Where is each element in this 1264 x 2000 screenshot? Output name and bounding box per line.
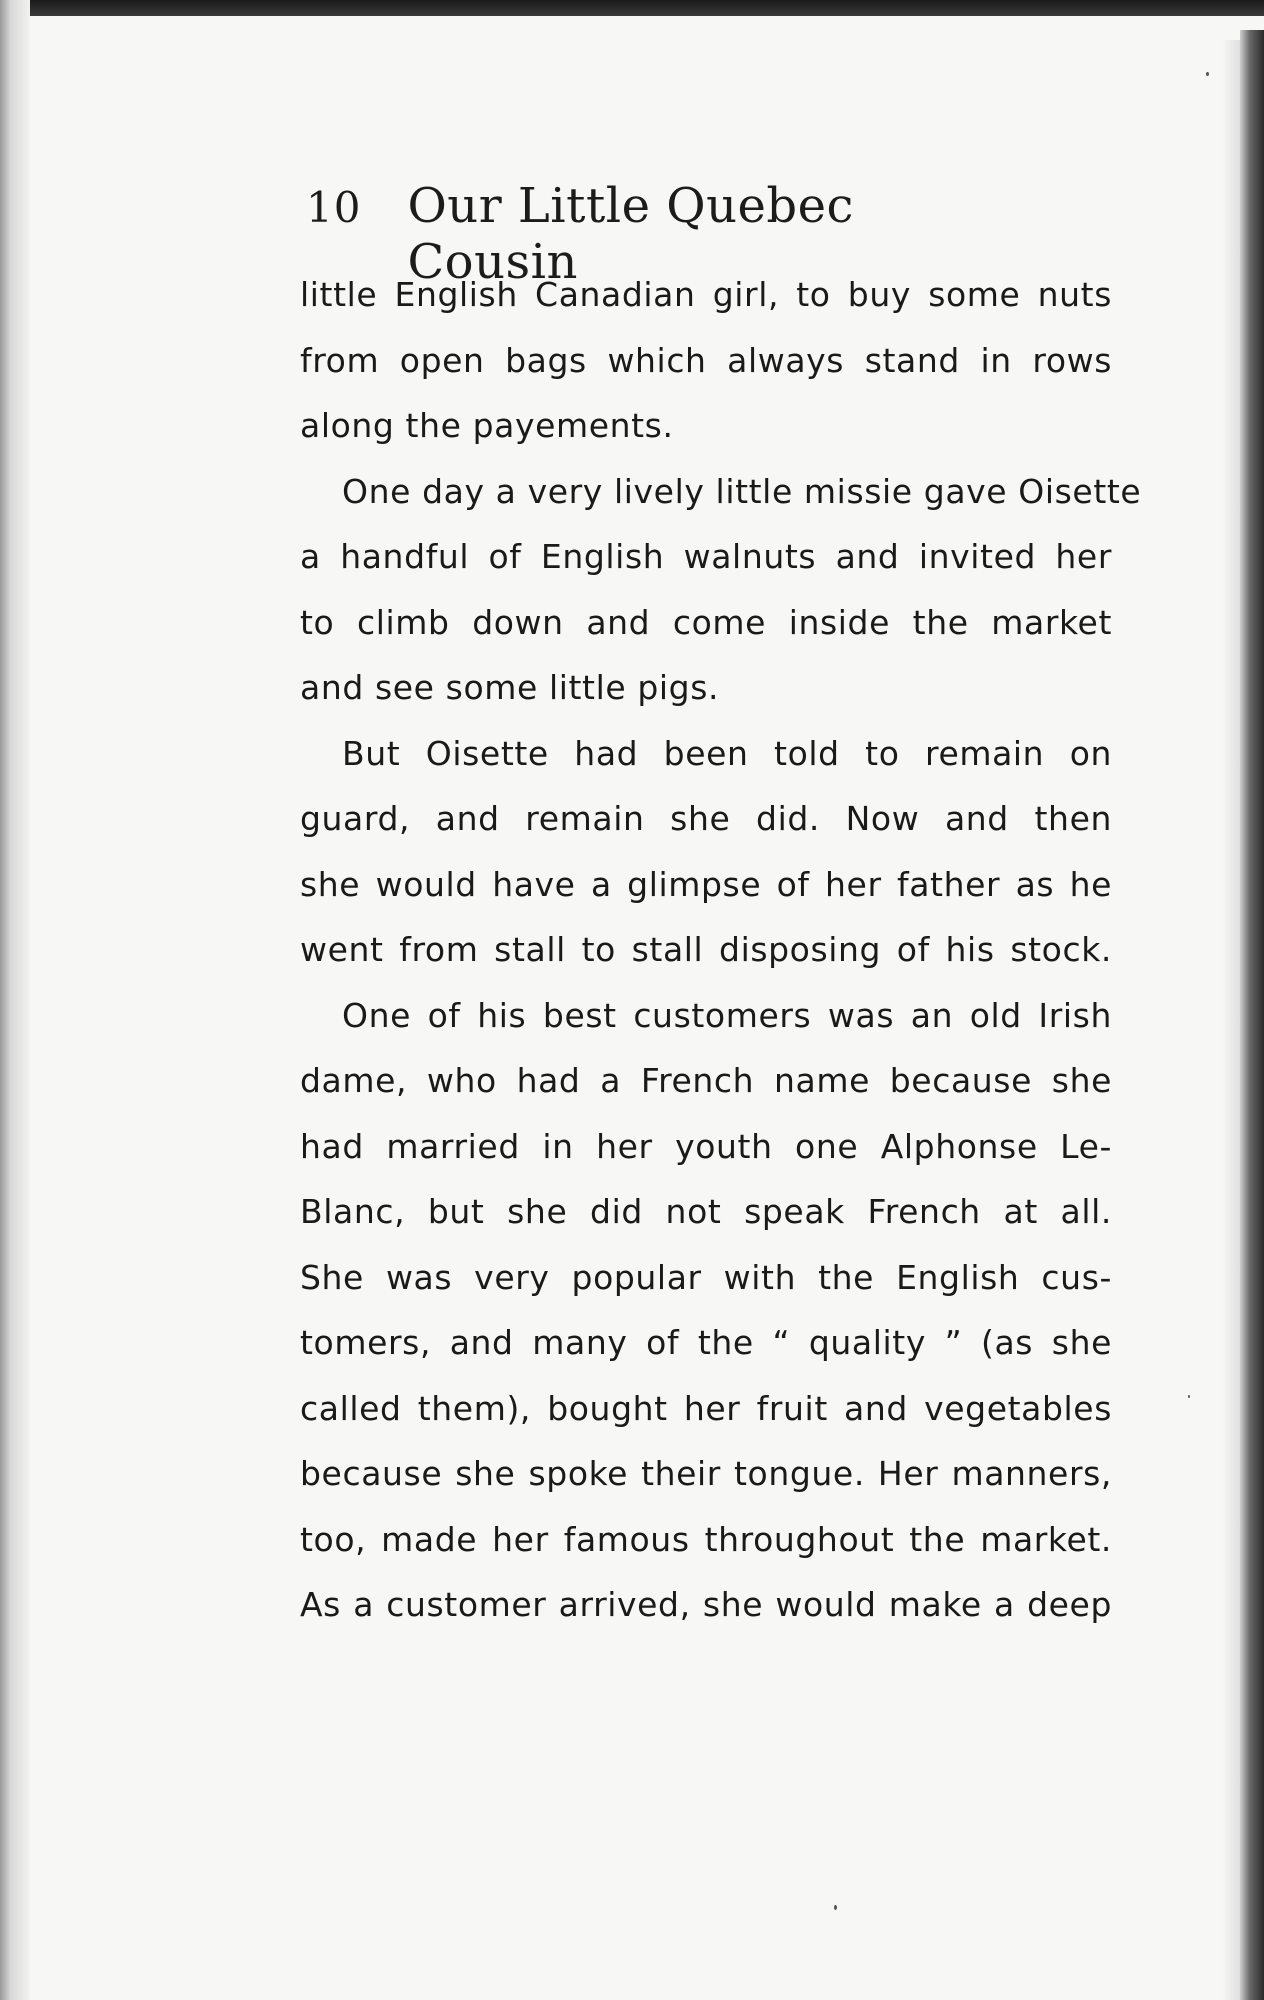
text-line: a handful of English walnuts and invited her: [300, 537, 1112, 576]
text-line: But Oisette had been told to remain on: [342, 733, 1112, 773]
text-line: called them), bought her fruit and vegetables: [300, 1388, 1112, 1428]
text-line: along the payements.: [300, 406, 674, 445]
page-number: 10: [306, 183, 362, 232]
text-line: to climb down and come inside the market: [300, 602, 1112, 642]
dust-speck: [834, 1905, 837, 1910]
text-line: As a customer arrived, she would make a deep: [300, 1585, 1112, 1624]
page-left-gutter: [0, 0, 30, 2000]
text-line: went from stall to stall disposing of his stock.: [300, 930, 1112, 969]
text-line: tomers, and many of the “ quality ” (as she: [300, 1323, 1112, 1362]
text-line: One of his best customers was an old Irish: [342, 995, 1112, 1035]
dust-speck: [1188, 1395, 1190, 1398]
text-line: and see some little pigs.: [300, 668, 720, 707]
dust-speck: [1206, 72, 1209, 76]
text-line: she would have a glimpse of her father as he: [300, 864, 1112, 904]
text-line: dame, who had a French name because she: [300, 1061, 1112, 1100]
scanner-top-band: [0, 0, 1264, 16]
book-spine-edge: [1240, 30, 1264, 2000]
text-line: guard, and remain she did. Now and then: [300, 799, 1112, 838]
text-line: little English Canadian girl, to buy some nuts: [300, 275, 1112, 314]
text-line: One day a very lively little missie gave Oisette: [342, 471, 1142, 511]
body-text: [300, 262, 1142, 1638]
running-title: Our Little Quebec Cousin: [407, 178, 854, 290]
text-line: Blanc, but she did not speak French at all.: [300, 1192, 1112, 1231]
text-line: had married in her youth one Alphonse Le-: [300, 1126, 1112, 1166]
text-line: She was very popular with the English cus-: [300, 1257, 1112, 1297]
text-line: too, made her famous throughout the market.: [300, 1519, 1112, 1559]
page-right-shadow: [1222, 40, 1240, 2000]
text-line: from open bags which always stand in rows: [300, 340, 1112, 380]
text-line: because she spoke their tongue. Her manners,: [300, 1454, 1112, 1493]
